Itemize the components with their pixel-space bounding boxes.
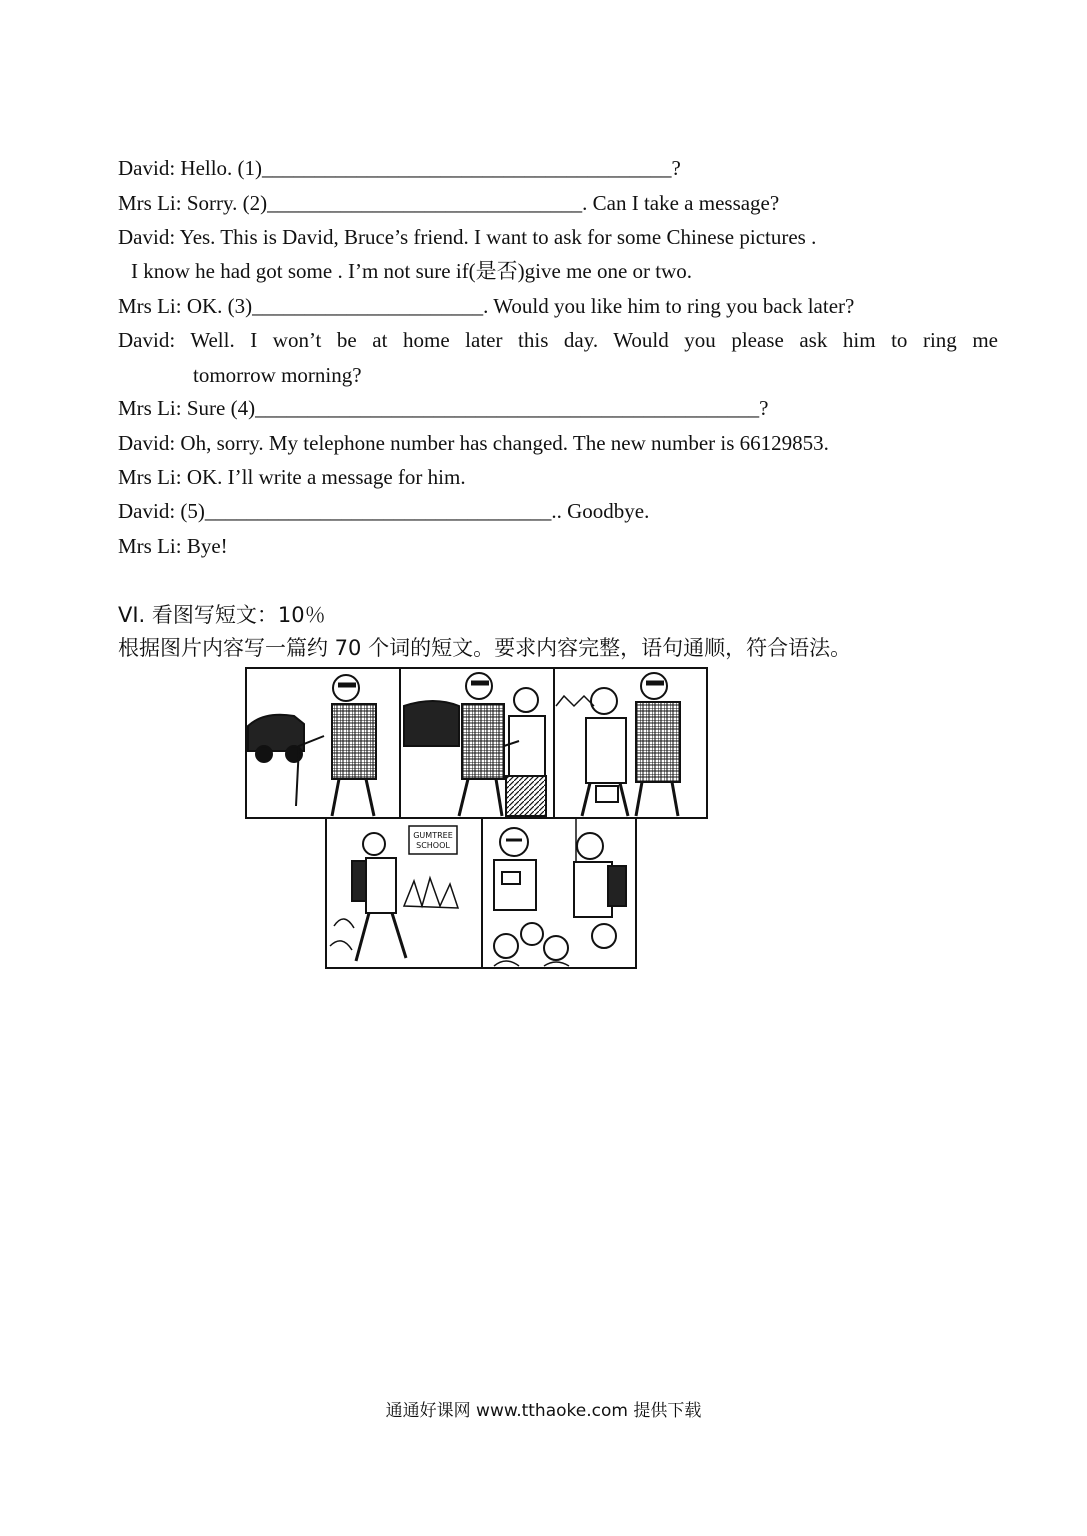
dialogue-line-5: Mrs Li: OK. (3)______________________. Would you like him to ring you back later?: [118, 294, 855, 318]
footer-credit: 通通好课网 www.tthaoke.com 提供下载: [385, 1401, 702, 1421]
comic-panel-5: [482, 818, 636, 968]
dialogue-line-7: tomorrow morning?: [193, 363, 362, 387]
dialogue-line-11: David: (5)_________________________________.. Goodbye.: [118, 499, 650, 523]
dialogue-line-10: Mrs Li: OK. I’ll write a message for him.: [118, 465, 466, 489]
dialogue-line-4: I know he had got some . I’m not sure if(是否)give me one or two.: [131, 259, 693, 283]
school-sign-line-1: GUMTREE: [413, 831, 453, 840]
dialogue-line-8: Mrs Li: Sure (4)________________________________________________?: [118, 396, 769, 420]
dialogue-line-6: David: Well. I won’t be at home later this day. Would you please ask him to ring me: [118, 328, 998, 352]
school-sign-line-2: SCHOOL: [416, 841, 450, 850]
dialogue-line-9: David: Oh, sorry. My telephone number has changed. The new number is 66129853.: [118, 431, 829, 455]
section-heading: VI. 看图写短文：10％: [118, 603, 326, 627]
dialogue-line-3: David: Yes. This is David, Bruce’s friend. I want to ask for some Chinese pictures .: [118, 225, 817, 249]
comic-panel-3: [554, 668, 707, 818]
comic-panel-1: [246, 668, 400, 818]
dialogue-line-2: Mrs Li: Sorry. (2)______________________________. Can I take a message?: [118, 191, 780, 215]
section-instruction: 根据图片内容写一篇约 70 个词的短文。要求内容完整，语句通顺，符合语法。: [118, 636, 852, 660]
comic-panel-2: [400, 668, 554, 818]
comic-strip-illustration: [244, 666, 709, 970]
dialogue-line-12: Mrs Li: Bye!: [118, 534, 228, 558]
dialogue-line-1: David: Hello. (1)_______________________________________?: [118, 156, 681, 180]
comic-panel-4: [326, 818, 482, 968]
